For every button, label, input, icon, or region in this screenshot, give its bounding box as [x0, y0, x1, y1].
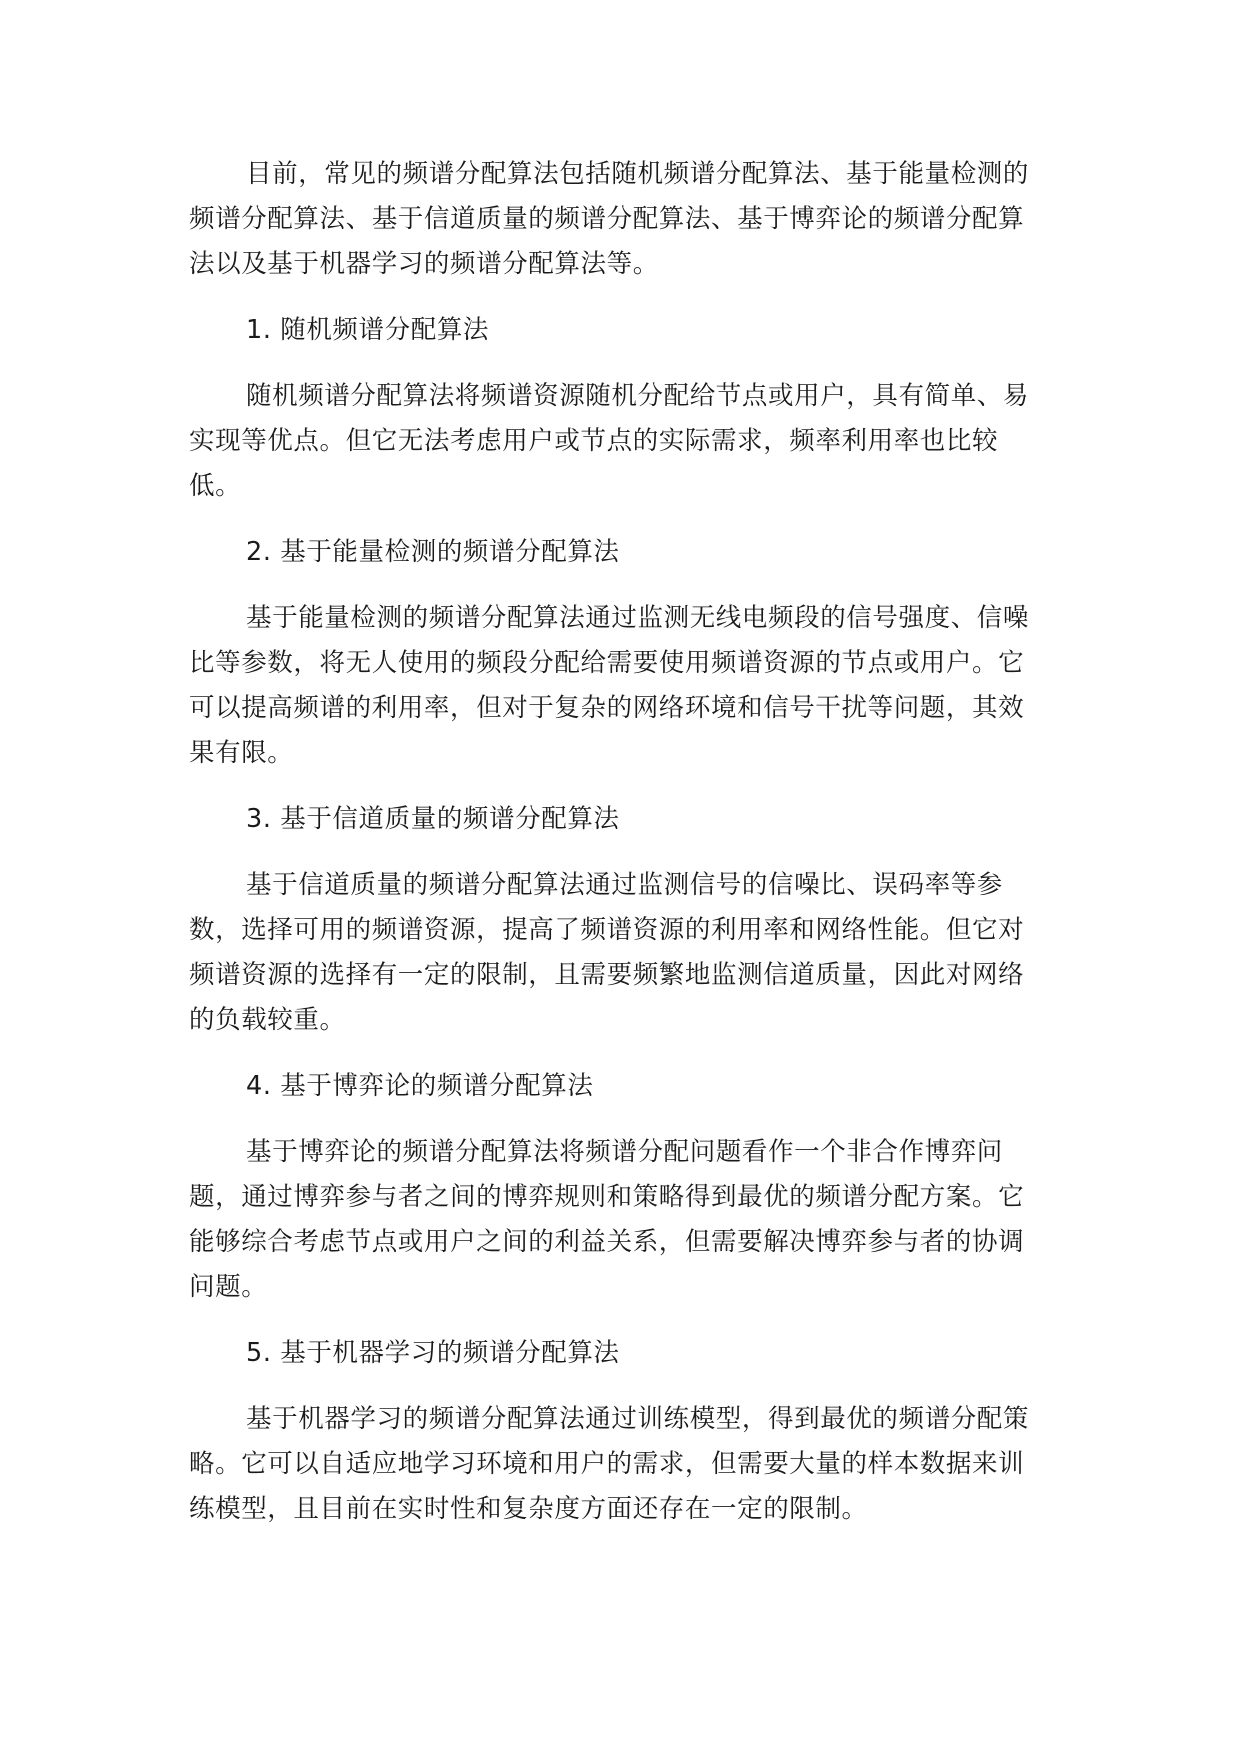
section-paragraph-1: 随机频谱分配算法将频谱资源随机分配给节点或用户，具有简单、易实现等优点。但它无法考虑用户或节点的实际需求，频率利用率也比较低。	[189, 381, 1030, 501]
section-heading-2: 2. 基于能量检测的频谱分配算法	[246, 537, 620, 567]
intro-paragraph: 目前，常见的频谱分配算法包括随机频谱分配算法、基于能量检测的频谱分配算法、基于信道质量的频谱分配算法、基于博弈论的频谱分配算法以及基于机器学习的频谱分配算法等。	[189, 159, 1030, 279]
section-paragraph-5: 基于机器学习的频谱分配算法通过训练模型，得到最优的频谱分配策略。它可以自适应地学习环境和用户的需求，但需要大量的样本数据来训练模型，且目前在实时性和复杂度方面还存在一定的限制。	[189, 1404, 1030, 1524]
section-paragraph-4: 基于博弈论的频谱分配算法将频谱分配问题看作一个非合作博弈问题，通过博弈参与者之间的博弈规则和策略得到最优的频谱分配方案。它能够综合考虑节点或用户之间的利益关系，但需要解决博弈参与者的协调问题。	[189, 1137, 1025, 1302]
section-heading-1: 1. 随机频谱分配算法	[246, 315, 490, 345]
section-heading-5: 5. 基于机器学习的频谱分配算法	[246, 1338, 620, 1368]
section-heading-4: 4. 基于博弈论的频谱分配算法	[246, 1071, 594, 1101]
section-paragraph-3: 基于信道质量的频谱分配算法通过监测信号的信噪比、误码率等参数，选择可用的频谱资源，提高了频谱资源的利用率和网络性能。但它对频谱资源的选择有一定的限制，且需要频繁地监测信道质量，因此对网络的负载较重。	[189, 870, 1025, 1035]
section-paragraph-2: 基于能量检测的频谱分配算法通过监测无线电频段的信号强度、信噪比等参数，将无人使用的频段分配给需要使用频谱资源的节点或用户。它可以提高频谱的利用率，但对于复杂的网络环境和信号干扰等问题，其效果有限。	[189, 603, 1030, 768]
section-heading-3: 3. 基于信道质量的频谱分配算法	[246, 804, 620, 834]
document-body	[189, 152, 1039, 1553]
